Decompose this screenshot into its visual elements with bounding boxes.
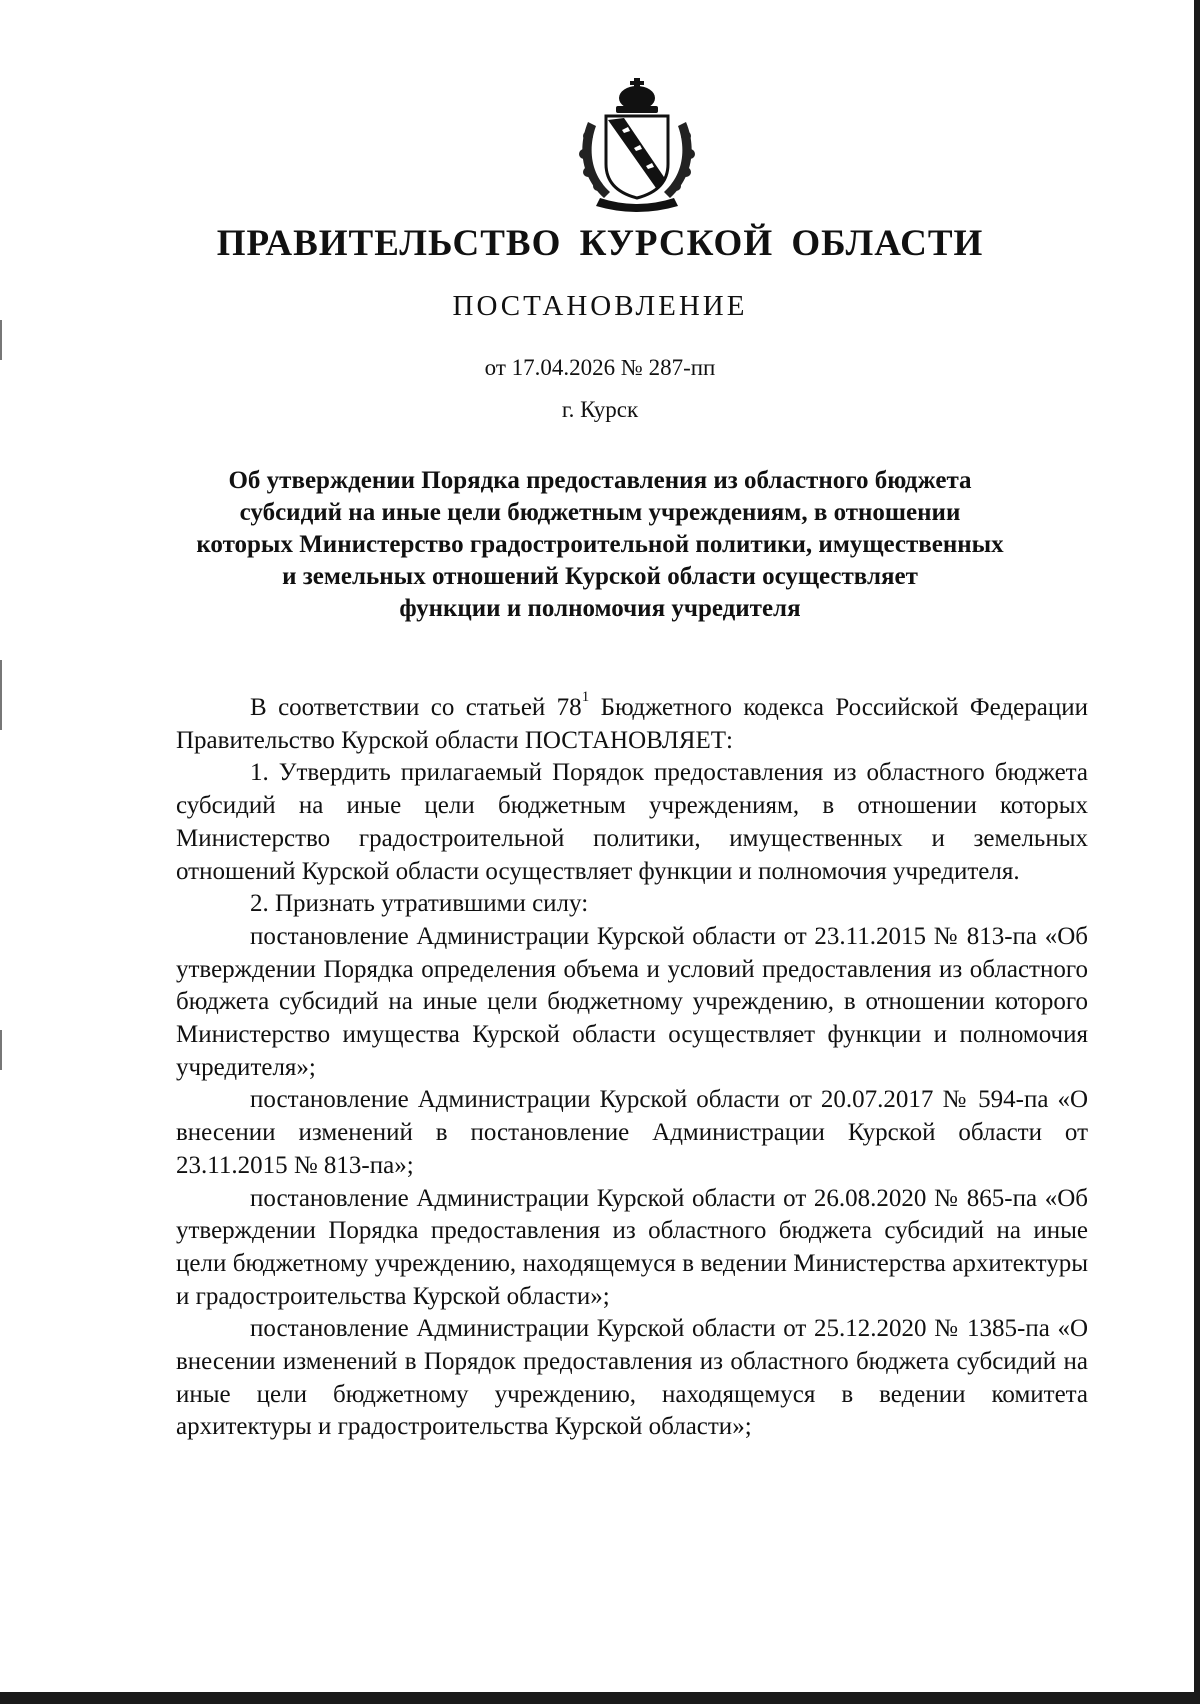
repealed-act-paragraph: постановление Администрации Курской области от 25.12.2020 № 1385-па «О внесении изменений в Порядок предоставления из областного бюджета субсидий на иные цели бюджетному учреждению, находящемуся в ведении комитета архитектуры и градостроительства Курской области»; bbox=[176, 1315, 1088, 1441]
document-date-number: от 17.04.2026 № 287-пп bbox=[484, 355, 716, 380]
repealed-act-paragraph: постановление Администрации Курской области от 26.08.2020 № 865-па «Об утверждении Порядка предоставления из областного бюджета субсидий на иные цели бюджетному учреждению, находящемуся в ведении Министерства архитектуры и градостроительства Курской области»; bbox=[176, 1184, 1088, 1310]
subject-line: которых Министерство градостроительной политики, имущественных bbox=[196, 531, 1004, 558]
document-city: г. Курск bbox=[561, 397, 639, 422]
repealed-act-paragraph: постановление Администрации Курской области от 20.07.2017 № 594-па «О внесении изменений в постановление Администрации Курской области от 23.11.2015 № 813-па»; bbox=[176, 1086, 1088, 1179]
preamble-paragraph bbox=[176, 689, 1088, 757]
subject-line: субсидий на иные цели бюджетным учреждениям, в отношении bbox=[239, 499, 961, 526]
repealed-act-paragraph: постановление Администрации Курской области от 23.11.2015 № 813-па «Об утверждении Порядка определения объема и условий предоставления из областного бюджета субсидий на иные цели бюджетному учреждению, в отношении которого Министерство имущества Курской области осуществляет функции и полномочия учредителя»; bbox=[176, 922, 1088, 1081]
subject-line: функции и полномочия учредителя bbox=[399, 595, 801, 622]
coat-of-arms-emblem bbox=[574, 76, 700, 212]
item-2-paragraph: 2. Признать утратившими силу: bbox=[250, 890, 589, 918]
document-subject bbox=[150, 465, 1050, 625]
document-type: ПОСТАНОВЛЕНИЕ bbox=[452, 290, 748, 322]
item-1-paragraph: 1. Утвердить прилагаемый Порядок предоставления из областного бюджета субсидий на иные цели бюджетным учреждениям, в отношении которых Министерство градостроительной политики, имущественных и земельных отношений Курской области осуществляет функции и полномочия учредителя. bbox=[176, 759, 1088, 885]
subject-line: Об утверждении Порядка предоставления из областного бюджета bbox=[228, 467, 972, 494]
preamble-text: В соответствии со статьей 78 bbox=[250, 694, 582, 721]
scan-margin-mark bbox=[0, 660, 2, 730]
subject-line: и земельных отношений Курской области осуществляет bbox=[282, 563, 918, 590]
scan-edge-bottom bbox=[0, 1692, 1200, 1704]
scan-margin-mark bbox=[0, 320, 2, 360]
preamble-text-continued: Бюджетного кодекса Российской Федерации Правительство Курской области ПОСТАНОВЛЯЕТ: bbox=[176, 694, 1088, 754]
article-superscript: 1 bbox=[581, 689, 590, 705]
document-body bbox=[176, 689, 1088, 1444]
scan-margin-mark bbox=[0, 1030, 2, 1070]
organization-title: ПРАВИТЕЛЬСТВО КУРСКОЙ ОБЛАСТИ bbox=[216, 223, 984, 264]
